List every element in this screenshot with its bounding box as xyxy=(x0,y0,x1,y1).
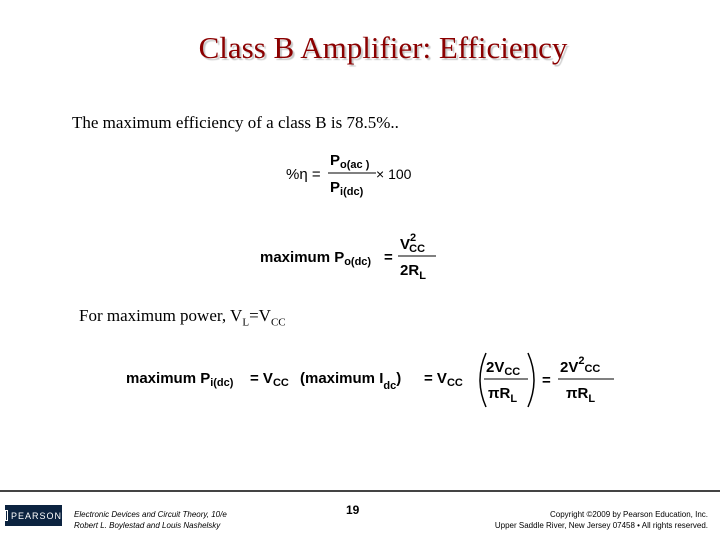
eq2-denominator: $2R_L$ xyxy=(400,262,426,282)
book-citation xyxy=(74,509,227,531)
pearson-logo xyxy=(5,505,62,526)
eq2-lhs: maximum $P_{o(dc)}$ xyxy=(260,249,372,268)
eq3-vcc: = $V_{CC}$ xyxy=(250,370,289,389)
eq3-frac2-numerator: $2V^2_{CC}$ xyxy=(560,355,601,376)
eq3-equals: = xyxy=(542,372,551,389)
eq3-frac2-denominator: $\pi R_L$ xyxy=(566,385,596,405)
efficiency-statement: The maximum efficiency of a class B is 78.5%.. xyxy=(72,113,399,132)
copyright-line-2: Upper Saddle River, New Jersey 07458 • All rights reserved. xyxy=(494,521,708,530)
max-power-condition: For maximum power, $V_L=V_{CC}$ xyxy=(79,306,286,329)
efficiency-equation xyxy=(280,148,440,202)
eq2-numerator: $V^2$ CC xyxy=(400,232,426,255)
copyright-line-1: Copyright ©2009 by Pearson Education, Inc. xyxy=(550,510,708,519)
footer-divider xyxy=(0,490,720,492)
input-power-equation xyxy=(124,350,624,412)
book-title: Electronic Devices and Circuit Theory, 10/e xyxy=(74,510,227,519)
eq3-lhs: maximum $P_{i(dc)}$ xyxy=(126,370,234,389)
eq1-lhs: %η = xyxy=(286,166,321,183)
page-number: 19 xyxy=(346,503,360,517)
copyright xyxy=(495,509,708,531)
eq3-frac1-denominator: $\pi R_L$ xyxy=(488,385,518,405)
eq1-rhs: × 100 xyxy=(376,166,412,182)
eq1-numerator: $P_{o(ac )}$ xyxy=(330,152,370,171)
eq1-denominator: $P_{i(dc)}$ xyxy=(330,179,364,198)
eq3-vcc2: = $V_{CC}$ xyxy=(424,370,463,389)
pearson-logo-icon xyxy=(5,510,8,521)
eq2-equals: = xyxy=(384,249,393,266)
book-authors: Robert L. Boylestad and Louis Nashelsky xyxy=(74,521,221,530)
eq3-frac1-numerator: $2V_{CC}$ xyxy=(486,359,521,378)
max-output-power-equation xyxy=(258,228,448,286)
eq3-max-idc: (maximum $I_{dc}$) xyxy=(300,370,402,392)
eq3-right-paren xyxy=(528,353,534,407)
pearson-logo-text: PEARSON xyxy=(10,510,62,521)
slide-title: Class B Amplifier: Efficiency xyxy=(198,30,568,65)
